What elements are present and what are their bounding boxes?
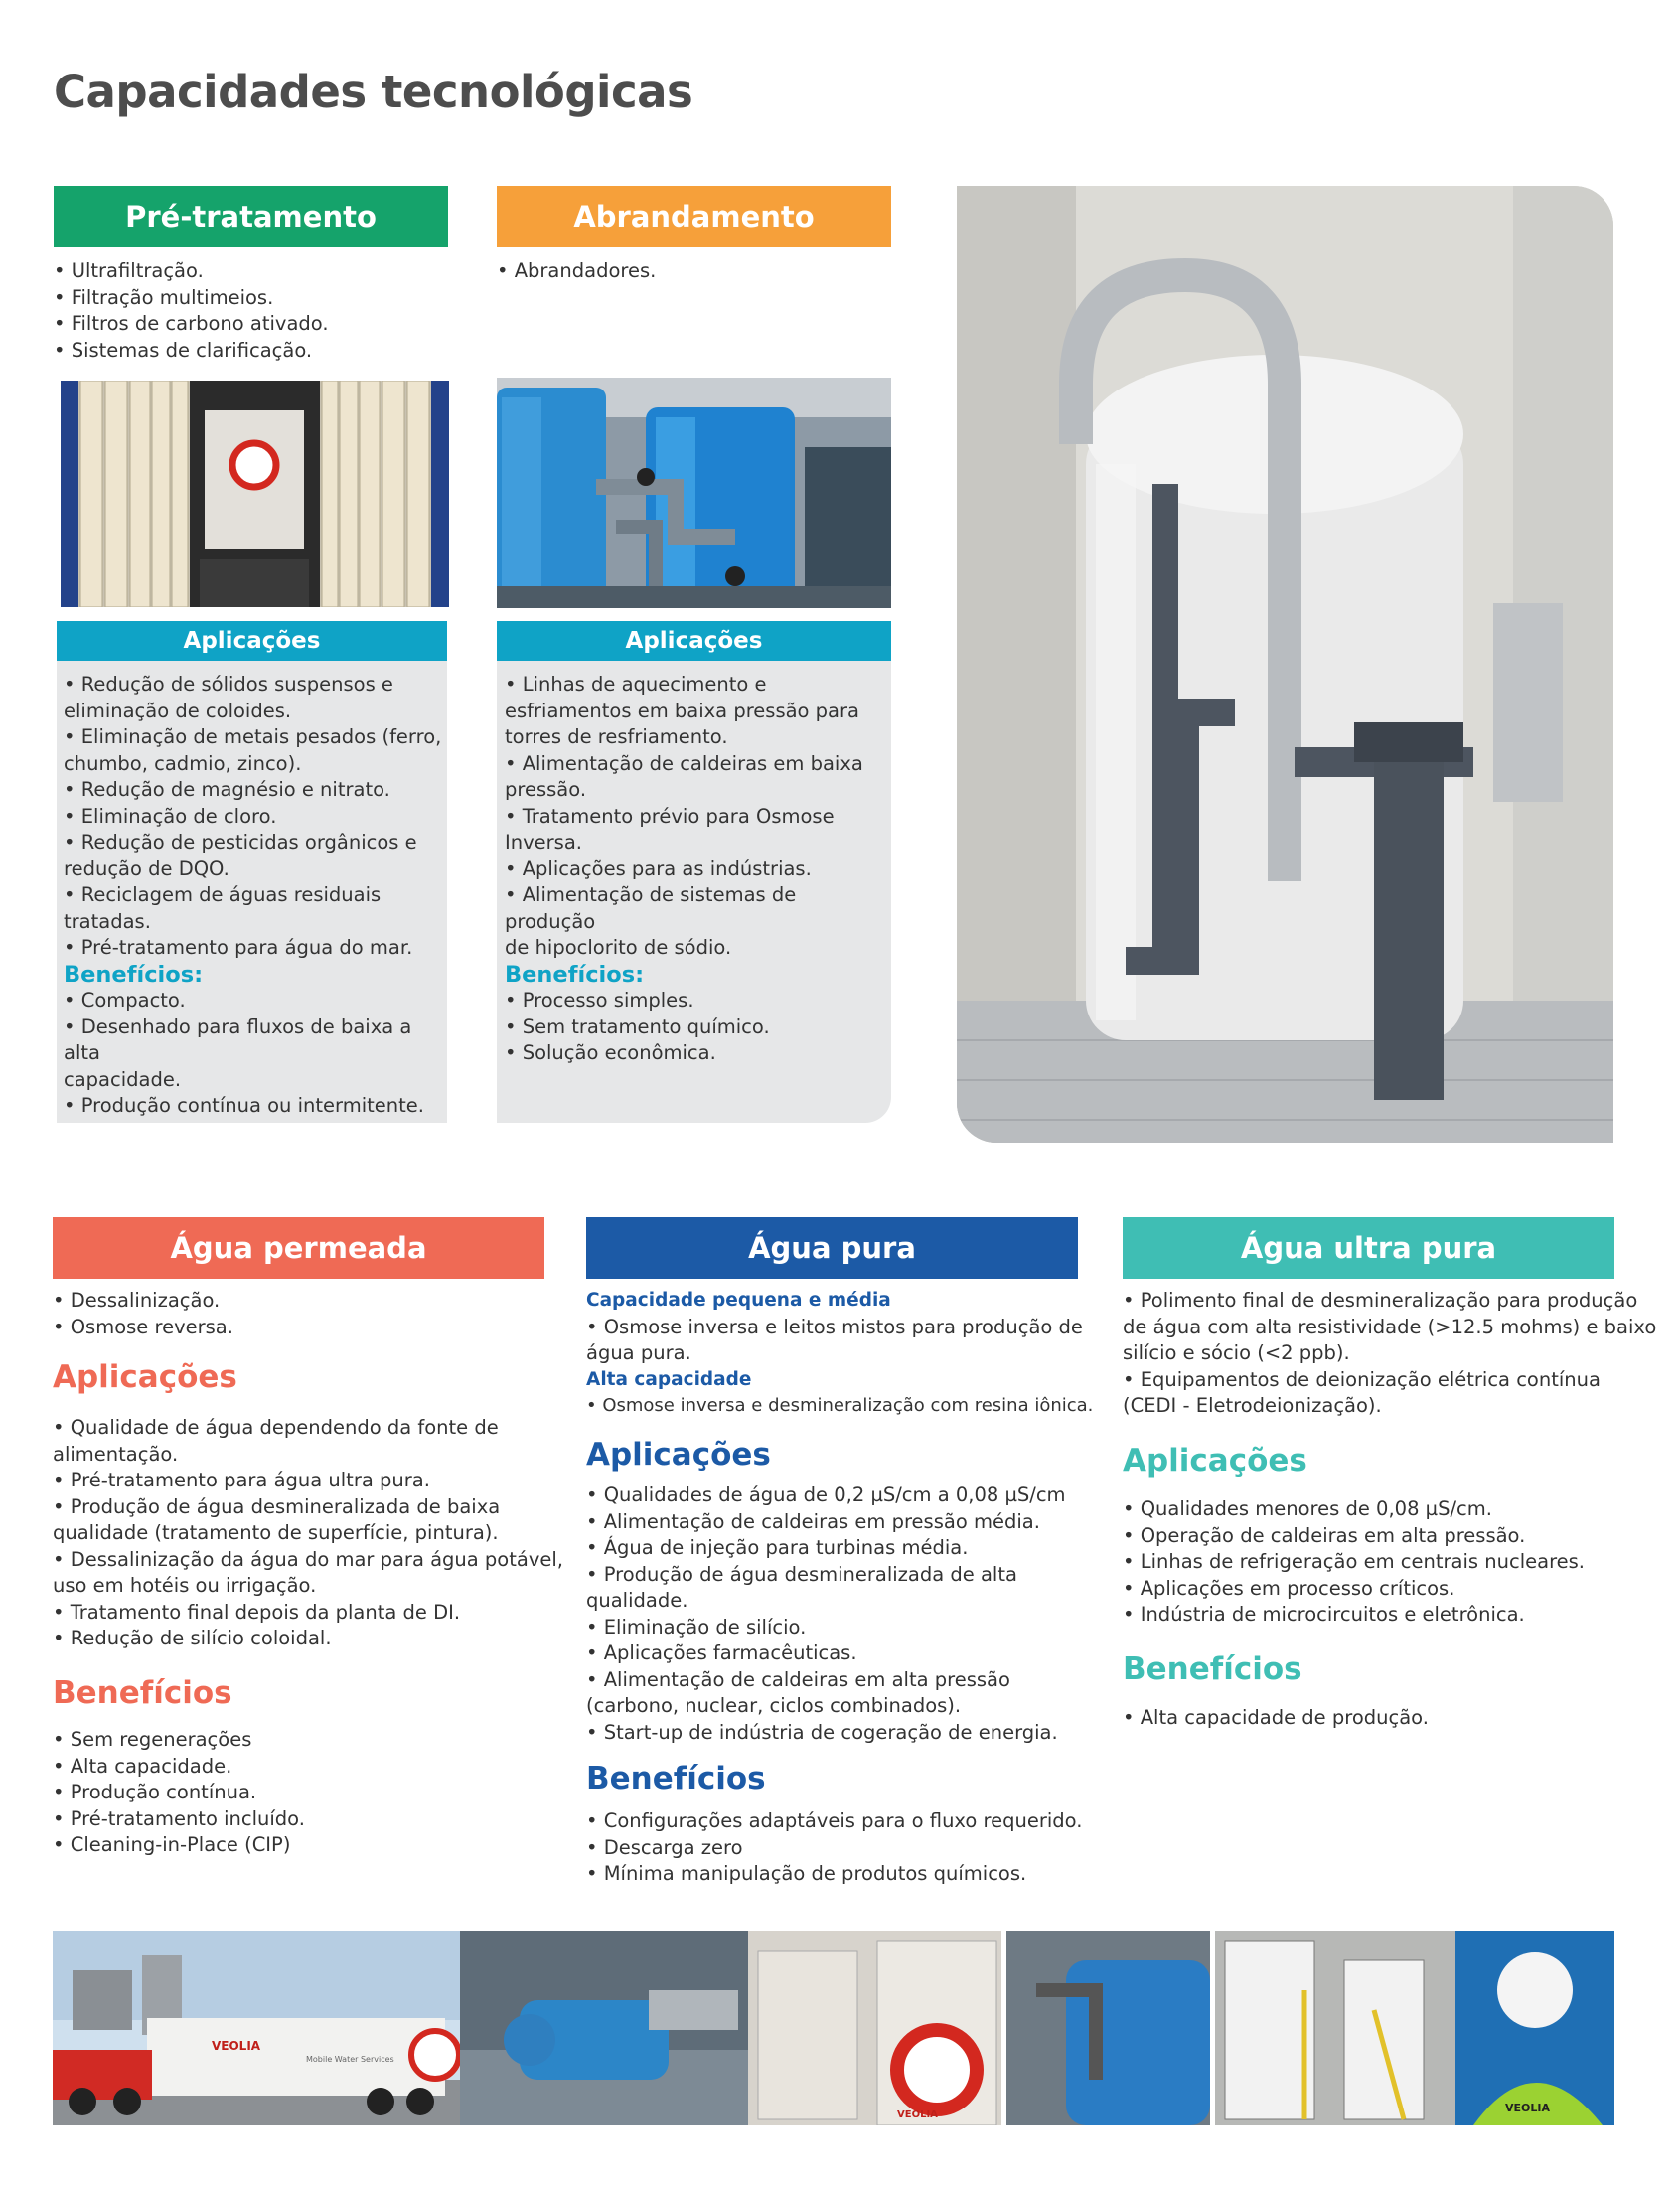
permeada-items <box>53 1288 569 1340</box>
list-item: • Linhas de refrigeração em centrais nucleares. <box>1123 1550 1586 1573</box>
page-title: Capacidades tecnológicas <box>54 66 693 118</box>
list-item: • Osmose inversa e leitos mistos para produção de <box>586 1315 1083 1338</box>
bottom-strip-image <box>53 1931 1614 2125</box>
list-item: • Sem regenerações <box>53 1728 252 1751</box>
list-item: (CEDI - Eletrodeionização). <box>1123 1394 1382 1417</box>
pretratamento-header: Pré-tratamento <box>54 186 448 247</box>
list-item: • Equipamentos de deionização elétrica contínua <box>1123 1367 1601 1391</box>
list-item: • Filtros de carbono ativado. <box>54 312 329 335</box>
list-item: capacidade. <box>64 1067 182 1091</box>
list-item: • Alimentação de caldeiras em baixa <box>505 751 863 775</box>
list-item: • Dessalinização da água do mar para água potável, <box>53 1547 563 1571</box>
list-item: alimentação. <box>53 1442 179 1466</box>
abrandamento-ben-title: Benefícios: <box>505 961 645 988</box>
ultrapura-header: Água ultra pura <box>1123 1217 1614 1279</box>
list-item: tratadas. <box>64 909 151 933</box>
softener-image <box>497 378 891 608</box>
pura-app-title: Aplicações <box>586 1437 771 1473</box>
list-item: (carbono, nuclear, ciclos combinados). <box>586 1694 962 1717</box>
pretratamento-app-header: Aplicações <box>57 621 447 661</box>
abrandamento-app-header: Aplicações <box>497 621 891 661</box>
list-item: • Osmose inversa e desmineralização com resina iônica. <box>586 1395 1094 1416</box>
list-item: • Qualidade de água dependendo da fonte de <box>53 1416 499 1439</box>
list-item: chumbo, cadmio, zinco). <box>64 751 302 775</box>
list-item: • Qualidades menores de 0,08 µS/cm. <box>1123 1497 1492 1520</box>
tank-photo <box>957 186 1613 1143</box>
list-item: • Pré-tratamento para água ultra pura. <box>53 1469 430 1491</box>
permeada-header: Água permeada <box>53 1217 544 1279</box>
list-item: uso em hotéis ou irrigação. <box>53 1574 317 1597</box>
tank-image <box>957 186 1613 1143</box>
list-item: água pura. <box>586 1341 691 1364</box>
pura-bens <box>586 1808 1113 1888</box>
list-item: • Polimento final de desmineralização para produção <box>1123 1289 1638 1312</box>
panel-logo: VEOLIA <box>897 2109 938 2120</box>
list-item: eliminação de coloides. <box>64 699 292 722</box>
list-item: pressão. <box>505 778 587 801</box>
truck-text: Mobile Water Services <box>306 2055 394 2064</box>
ultrafiltration-image <box>61 381 449 607</box>
softener-photo <box>497 378 891 608</box>
list-item: • Produção de água desmineralizada de alta <box>586 1562 1017 1586</box>
list-item: • Tratamento final depois da planta de DI. <box>53 1600 461 1624</box>
list-item: • Compacto. <box>64 989 186 1012</box>
list-item: • Descarga zero <box>586 1835 743 1859</box>
worker-logo: VEOLIA <box>1505 2102 1550 2114</box>
list-item: • Alimentação de caldeiras em pressão média. <box>586 1509 1040 1533</box>
list-item: • Operação de caldeiras em alta pressão. <box>1123 1523 1526 1547</box>
list-item: • Redução de magnésio e nitrato. <box>64 778 390 801</box>
list-item: • Mínima manipulação de produtos químicos. <box>586 1862 1027 1885</box>
pura-apps <box>586 1483 1113 1746</box>
list-item: • Abrandadores. <box>497 259 657 282</box>
abrandamento-header: Abrandamento <box>497 186 891 247</box>
permeada-app-title: Aplicações <box>53 1359 237 1395</box>
list-item: • Qualidades de água de 0,2 µS/cm a 0,08 µS/cm <box>586 1483 1066 1506</box>
list-item: • Aplicações para as indústrias. <box>505 857 812 880</box>
list-item: • Linhas de aquecimento e <box>505 673 767 696</box>
pura-ben-title: Benefícios <box>586 1761 766 1796</box>
list-item: • Eliminação de metais pesados (ferro, <box>64 725 442 748</box>
pretratamento-ben-title: Benefícios: <box>64 961 204 988</box>
list-item: • Produção contínua. <box>53 1781 257 1803</box>
list-item: • Pré-tratamento para água do mar. <box>64 936 413 959</box>
list-item: • Solução econômica. <box>505 1041 716 1064</box>
list-item: • Osmose reversa. <box>53 1315 233 1338</box>
list-item: • Alimentação de sistemas de produção <box>505 883 797 933</box>
abrandamento-apps <box>505 672 887 1067</box>
list-item: • Produção contínua ou intermitente. <box>64 1094 424 1117</box>
permeada-bens <box>53 1727 569 1859</box>
ultrapura-items <box>1123 1288 1664 1420</box>
list-item: • Start-up de indústria de cogeração de energia. <box>586 1720 1058 1744</box>
list-item: • Ultrafiltração. <box>54 259 204 282</box>
list-item: • Configurações adaptáveis para o fluxo requerido. <box>586 1809 1083 1832</box>
pura-header: Água pura <box>586 1217 1078 1279</box>
capacity-label: Capacidade pequena e média <box>586 1290 891 1311</box>
list-item: • Eliminação de silício. <box>586 1615 807 1639</box>
list-item: • Redução de silício coloidal. <box>53 1627 332 1649</box>
abrandamento-items <box>497 258 894 285</box>
list-item: qualidade. <box>586 1589 688 1612</box>
list-item: qualidade (tratamento de superfície, pintura). <box>53 1521 499 1544</box>
list-item: Inversa. <box>505 831 582 854</box>
bottom-photo-strip <box>53 1931 1614 2125</box>
ultrapura-bens <box>1123 1705 1649 1732</box>
ultrafiltration-photo <box>61 381 449 607</box>
list-item: • Desenhado para fluxos de baixa a alta <box>64 1015 412 1064</box>
ultrapura-apps <box>1123 1496 1649 1629</box>
list-item: • Pré-tratamento incluído. <box>53 1806 305 1830</box>
list-item: • Alta capacidade. <box>53 1754 232 1778</box>
list-item: • Aplicações farmacêuticas. <box>586 1641 857 1664</box>
list-item: • Redução de pesticidas orgânicos e <box>64 831 417 854</box>
pretratamento-items <box>54 258 451 364</box>
list-item: de água com alta resistividade (>12.5 mohms) e baixo <box>1123 1315 1657 1338</box>
list-item: • Cleaning-in-Place (CIP) <box>53 1833 291 1856</box>
ultrapura-ben-title: Benefícios <box>1123 1651 1302 1687</box>
list-item: • Dessalinização. <box>53 1289 221 1312</box>
list-item: • Alta capacidade de produção. <box>1123 1706 1429 1729</box>
list-item: • Indústria de microcircuitos e eletrônica. <box>1123 1603 1525 1626</box>
truck-logo: VEOLIA <box>212 2039 261 2053</box>
list-item: • Tratamento prévio para Osmose <box>505 804 835 828</box>
list-item: • Sistemas de clarificação. <box>54 338 313 362</box>
list-item: silício e sócio (<2 ppb). <box>1123 1341 1350 1364</box>
list-item: de hipoclorito de sódio. <box>505 936 732 959</box>
permeada-apps <box>53 1415 579 1652</box>
list-item: • Alimentação de caldeiras em alta pressão <box>586 1667 1010 1691</box>
permeada-ben-title: Benefícios <box>53 1675 232 1711</box>
capacity-label: Alta capacidade <box>586 1368 752 1390</box>
list-item: • Processo simples. <box>505 989 694 1012</box>
list-item: torres de resfriamento. <box>505 725 728 748</box>
list-item: • Aplicações em processo críticos. <box>1123 1576 1455 1600</box>
list-item: • Água de injeção para turbinas média. <box>586 1536 969 1559</box>
list-item: redução de DQO. <box>64 857 229 880</box>
pura-capacity <box>586 1288 1113 1420</box>
list-item: • Eliminação de cloro. <box>64 804 277 828</box>
list-item: • Filtração multimeios. <box>54 285 274 309</box>
list-item: • Reciclagem de águas residuais <box>64 883 382 906</box>
list-item: esfriamentos em baixa pressão para <box>505 699 859 722</box>
pretratamento-apps <box>64 672 446 1120</box>
list-item: • Sem tratamento químico. <box>505 1015 770 1038</box>
ultrapura-app-title: Aplicações <box>1123 1443 1307 1479</box>
list-item: • Redução de sólidos suspensos e <box>64 673 393 696</box>
list-item: • Produção de água desmineralizada de baixa <box>53 1494 501 1518</box>
